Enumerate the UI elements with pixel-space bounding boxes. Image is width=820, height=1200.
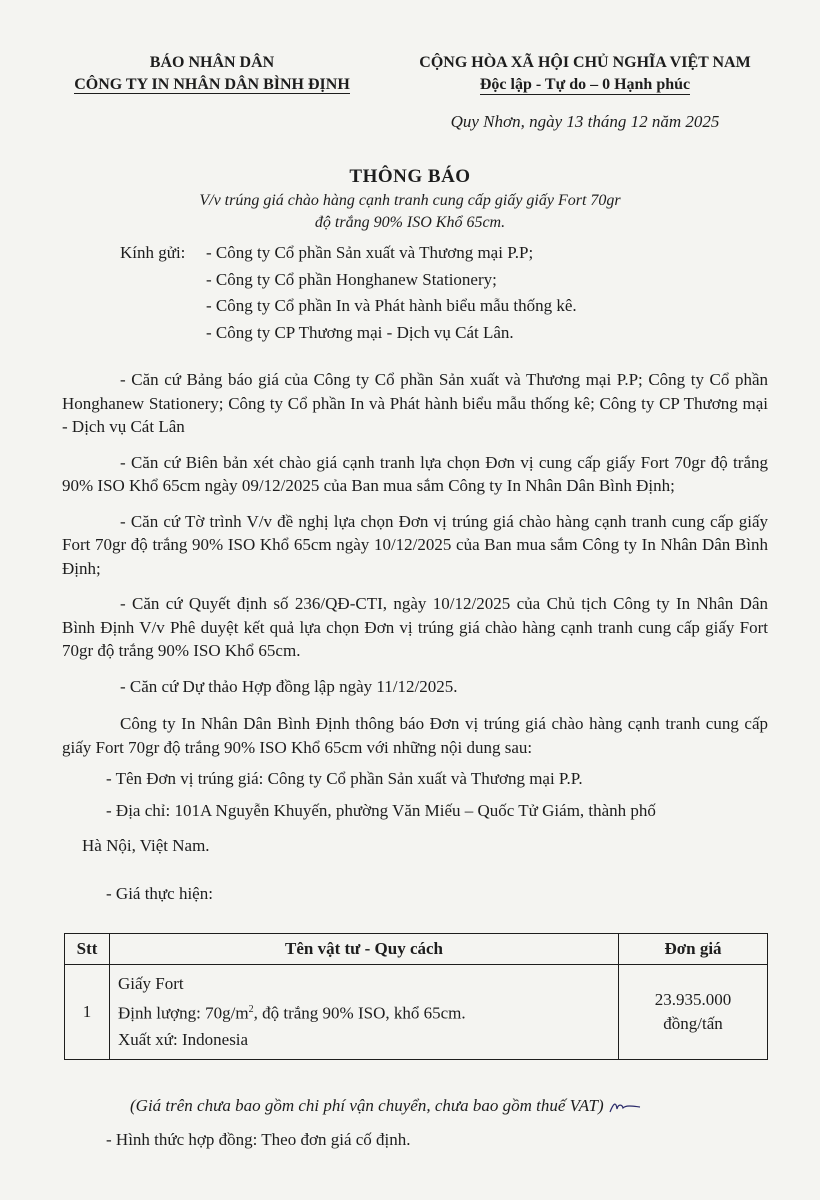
table-row [65,965,768,1060]
national-header [395,52,775,96]
recipients-block [120,240,577,346]
column-header: Tên vật tư - Quy cách [110,934,619,965]
document-body [62,368,768,905]
winner-name: - Tên Đơn vị trúng giá: Công ty Cổ phần Sản xuất và Thương mại P.P. [106,769,583,788]
item-description: Giấy Fort Định lượng: $70g/m^2$, độ trắng 90% ISO, khổ 65cm. Xuất xứ: Indonesia [110,965,619,1060]
contract-form: - Hình thức hợp đồng: Theo đơn giá cố định. [106,1130,411,1149]
basis-paragraph: - Căn cứ Tờ trình V/v đề nghị lựa chọn Đơn vị trúng giá chào hàng cạnh tranh cung cấp giấy Fort 70gr độ trắng 90% ISO Khổ 65cm ngày 10/12/2025 của Ban mua sắm Công ty In Nhân Dân Bình Định; [62,511,768,578]
org-name: CÔNG TY IN NHÂN DÂN BÌNH ĐỊNH [74,76,350,93]
recipient-item: - Công ty Cổ phần In và Phát hành biểu mẫu thống kê. [206,296,577,315]
document-date: Quy Nhơn, ngày 13 tháng 12 năm 2025 [450,112,720,131]
basis-paragraph: - Căn cứ Bảng báo giá của Công ty Cổ phần Sản xuất và Thương mại P.P; Công ty Cổ phần Honghanew Stationery; Công ty Cổ phần In và Phát hành biểu mẫu thống kê; Công ty CP Thương mại - Dịch vụ Cát Lân [62,370,768,436]
basis-paragraph: - Căn cứ Biên bản xét chào giá cạnh tranh lựa chọn Đơn vị cung cấp giấy Fort 70gr độ trắng 90% ISO Khổ 65cm ngày 09/12/2025 của Ban mua sắm Công ty In Nhân Dân Bình Định; [62,452,768,495]
initial-signature-icon [608,1100,642,1114]
org-parent: BÁO NHÂN DÂN [149,54,275,71]
price-note: (Giá trên chưa bao gồm chi phí vận chuyển, chưa bao gồm thuế VAT) [130,1096,642,1116]
basis-paragraph: - Căn cứ Dự thảo Hợp đồng lập ngày 11/12/2025. [120,676,458,696]
column-header: Đơn giá [619,934,768,965]
column-header: Stt [65,934,110,965]
announcement-paragraph: Công ty In Nhân Dân Bình Định thông báo Đơn vị trúng giá chào hàng cạnh tranh cung cấp giấy Fort 70gr độ trắng 90% ISO Khổ 65cm với những nội dung sau: [62,714,768,757]
winner-address-cont: Hà Nội, Việt Nam. [82,836,210,855]
document-title: THÔNG BÁO [349,166,471,187]
recipient-item: - Công ty Cổ phần Honghanew Stationery; [206,269,497,289]
document-subject: V/v trúng giá chào hàng cạnh tranh cung cấp giấy giấy Fort 70gr độ trắng 90% ISO Khổ 65cm. [199,192,621,231]
national-motto: Độc lập - Tự do – 0 Hạnh phúc [479,76,691,93]
issuing-organization [62,52,362,96]
recipient-item: - Công ty Cổ phần Sản xuất và Thương mại P.P; [206,243,534,262]
recipient-item: - Công ty CP Thương mại - Dịch vụ Cát Lân. [206,322,514,342]
price-label: - Giá thực hiện: [106,883,213,903]
country-name: CỘNG HÒA XÃ HỘI CHỦ NGHĨA VIỆT NAM [419,54,751,71]
table-header-row [65,934,768,965]
unit-price: 23.935.000 đồng/tấn [619,965,768,1060]
recipients-label: Kính gửi: [120,243,186,262]
row-number: 1 [65,965,110,1060]
winner-address: - Địa chỉ: 101A Nguyễn Khuyến, phường Văn Miếu – Quốc Tử Giám, thành phố [106,800,656,820]
basis-paragraph: - Căn cứ Quyết định số 236/QĐ-CTI, ngày 10/12/2025 của Chủ tịch Công ty In Nhân Dân Bình Định V/v Phê duyệt kết quả lựa chọn Đơn vị trúng giá chào hàng cạnh tranh cung cấp giấy Fort 70gr độ trắng 90% ISO Khổ 65cm. [62,594,768,660]
price-table [64,933,768,1060]
